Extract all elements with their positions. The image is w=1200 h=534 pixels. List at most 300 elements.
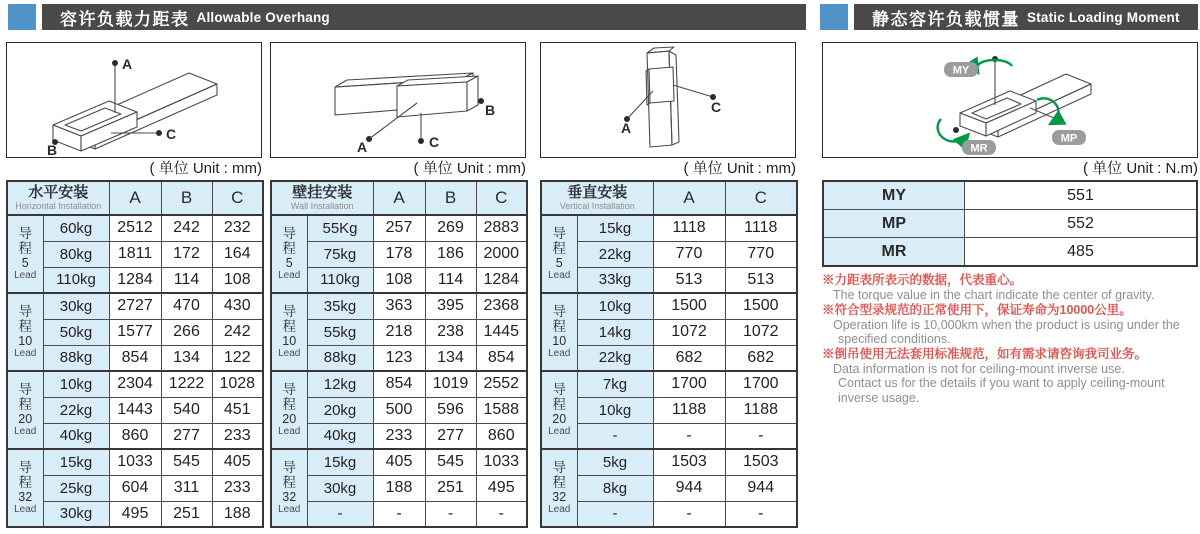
value-cell: 854	[109, 345, 161, 371]
value-cell: 277	[161, 423, 212, 449]
lead-cell	[7, 371, 43, 449]
column-header-a: A	[653, 181, 725, 215]
column-header-a: A	[109, 181, 161, 215]
value-cell: 545	[425, 449, 476, 475]
lead-char: 导	[282, 226, 296, 241]
lead-char: 程	[282, 241, 296, 256]
mr-axis-point	[953, 127, 959, 133]
unit-label-mm: ( 单位 Unit : mm)	[683, 160, 796, 177]
value-cell: -	[725, 423, 797, 449]
value-cell: 251	[161, 501, 212, 527]
horizontal-installation-table	[6, 180, 264, 528]
table-row	[271, 423, 527, 449]
lead-char: 程	[552, 475, 566, 490]
lead-number: 20	[552, 412, 567, 426]
note-en-line: specified conditions.	[838, 332, 951, 346]
table-row	[7, 501, 263, 527]
lead-cell	[7, 215, 43, 293]
value-cell: 311	[161, 475, 212, 501]
load-cell: 50kg	[43, 319, 109, 345]
table-row	[7, 397, 263, 423]
column-header-c: C	[725, 181, 797, 215]
value-cell: 277	[425, 423, 476, 449]
moment-row-mr	[823, 238, 1197, 267]
value-cell: 188	[373, 475, 425, 501]
value-cell: -	[653, 501, 725, 527]
value-cell: 682	[725, 345, 797, 371]
table-row	[541, 475, 797, 501]
value-cell: 1443	[109, 397, 161, 423]
lead-en-label: Lead	[548, 426, 571, 437]
point-a	[112, 60, 118, 66]
mr-badge-label: MR	[970, 142, 988, 155]
value-cell: 1072	[725, 319, 797, 345]
lead-char: 程	[552, 319, 566, 334]
table-row	[271, 215, 527, 241]
load-cell: 55kg	[307, 319, 373, 345]
right-title-bar	[854, 4, 1198, 30]
value-cell: 770	[653, 241, 725, 267]
load-cell: 15kg	[43, 449, 109, 475]
value-cell: 122	[212, 345, 263, 371]
moment-actuator-drawing	[823, 43, 1197, 157]
value-cell: 242	[212, 319, 263, 345]
load-cell: 22kg	[43, 397, 109, 423]
value-cell: 242	[161, 215, 212, 241]
value-cell: 495	[476, 475, 527, 501]
point-c	[156, 130, 162, 136]
load-cell: 25kg	[43, 475, 109, 501]
load-cell: 22kg	[577, 241, 653, 267]
installation-title-zh: 水平安装	[28, 184, 89, 201]
load-cell: 110kg	[307, 267, 373, 293]
moment-value: 485	[965, 238, 1198, 267]
lead-en-label: Lead	[14, 348, 37, 359]
vertical-diagram-box	[540, 42, 796, 158]
load-cell: 30kg	[43, 293, 109, 319]
table-row	[271, 371, 527, 397]
lead-char: 导	[18, 460, 32, 475]
value-cell: 405	[212, 449, 263, 475]
column-header-b: B	[161, 181, 212, 215]
table-row	[541, 397, 797, 423]
unit-label-nm: ( 单位 Unit : N.m)	[1083, 160, 1198, 177]
lead-cell	[7, 293, 43, 371]
lead-char: 程	[552, 397, 566, 412]
load-cell: -	[307, 501, 373, 527]
moment-value: 551	[965, 181, 1198, 210]
label-a: A	[357, 139, 368, 155]
value-cell: 860	[109, 423, 161, 449]
value-cell: 1284	[476, 267, 527, 293]
installation-title-en: Wall Installation	[290, 201, 354, 211]
lead-en-label: Lead	[14, 426, 37, 437]
dimension-line-c	[673, 85, 713, 97]
lead-char: 程	[18, 241, 32, 256]
value-cell: 1222	[161, 371, 212, 397]
left-title-accent-square	[8, 4, 36, 30]
lead-cell	[271, 215, 307, 293]
value-cell: 854	[373, 371, 425, 397]
lead-char: 程	[282, 319, 296, 334]
table-row	[7, 293, 263, 319]
load-cell: 80kg	[43, 241, 109, 267]
load-cell: 110kg	[43, 267, 109, 293]
installation-type-header	[541, 181, 653, 215]
lead-char: 程	[18, 397, 32, 412]
value-cell: 2552	[476, 371, 527, 397]
table-row	[7, 319, 263, 345]
load-cell: 8kg	[577, 475, 653, 501]
value-cell: 944	[725, 475, 797, 501]
static-loading-moment-panel	[822, 42, 1198, 405]
vertical-installation-column	[540, 42, 796, 528]
load-cell: 10kg	[577, 293, 653, 319]
value-cell: 1500	[725, 293, 797, 319]
lead-char: 程	[18, 319, 32, 334]
vertical-installation-table	[540, 180, 798, 528]
right-title-zh: 静态容许负载惯量	[872, 9, 1020, 29]
value-cell: 233	[212, 423, 263, 449]
note-zh: ※力距表所表示的数据，代表重心。	[822, 273, 1023, 287]
value-cell: 2000	[476, 241, 527, 267]
value-cell: 269	[425, 215, 476, 241]
table-row	[541, 319, 797, 345]
load-cell: 15kg	[307, 449, 373, 475]
value-cell: 363	[373, 293, 425, 319]
right-title-accent-square	[820, 4, 848, 30]
value-cell: -	[653, 423, 725, 449]
lead-char: 程	[282, 397, 296, 412]
lead-char: 导	[282, 382, 296, 397]
value-cell: 257	[373, 215, 425, 241]
value-cell: 1188	[653, 397, 725, 423]
right-title-en: Static Loading Moment	[1027, 9, 1180, 25]
table-row	[271, 475, 527, 501]
label-c: C	[429, 134, 440, 150]
mp-badge-label: MP	[1060, 132, 1078, 145]
load-cell: 14kg	[577, 319, 653, 345]
left-title-en: Allowable Overhang	[196, 9, 330, 25]
value-cell: 1072	[653, 319, 725, 345]
lead-number: 5	[555, 256, 563, 270]
lead-number: 5	[21, 256, 29, 270]
point-c	[418, 138, 424, 144]
value-cell: 430	[212, 293, 263, 319]
value-cell: 1577	[109, 319, 161, 345]
lead-char: 导	[18, 226, 32, 241]
table-row	[7, 449, 263, 475]
value-cell: 108	[373, 267, 425, 293]
table-row	[271, 319, 527, 345]
vertical-actuator-drawing	[541, 43, 795, 157]
note-en-line: Data information is not for ceiling-mount inverse use.	[833, 361, 1125, 376]
label-c: C	[166, 126, 177, 142]
value-cell: 134	[161, 345, 212, 371]
lead-cell	[271, 449, 307, 527]
value-cell: 251	[425, 475, 476, 501]
table-row	[541, 241, 797, 267]
lead-cell	[7, 449, 43, 527]
lead-en-label: Lead	[548, 270, 571, 281]
dimension-line-a	[369, 103, 417, 139]
label-b: B	[485, 102, 496, 118]
installation-type-header	[7, 181, 109, 215]
wall-installation-table	[270, 180, 528, 528]
table-row	[271, 241, 527, 267]
label-a: A	[122, 56, 133, 72]
table-row	[541, 267, 797, 293]
moment-diagram-box	[822, 42, 1198, 158]
label-a: A	[621, 120, 632, 136]
lead-char: 导	[282, 460, 296, 475]
value-cell: 500	[373, 397, 425, 423]
horizontal-actuator-drawing	[7, 43, 261, 157]
lead-en-label: Lead	[278, 504, 301, 515]
note-en-line: The torque value in the chart indicate the center of gravity.	[833, 288, 1155, 302]
table-row	[271, 501, 527, 527]
carriage-front-face	[397, 82, 467, 117]
value-cell: 218	[373, 319, 425, 345]
lead-char: 导	[552, 382, 566, 397]
unit-label-mm: ( 单位 Unit : mm)	[413, 160, 526, 177]
lead-char: 导	[18, 304, 32, 319]
load-cell: 55Kg	[307, 215, 373, 241]
lead-en-label: Lead	[14, 504, 37, 515]
value-cell: 1284	[109, 267, 161, 293]
wall-diagram-box	[270, 42, 526, 158]
table-header-row	[7, 181, 263, 215]
table-row	[541, 345, 797, 371]
value-cell: 1503	[653, 449, 725, 475]
value-cell: 164	[212, 241, 263, 267]
value-cell: 513	[725, 267, 797, 293]
lead-en-label: Lead	[278, 348, 301, 359]
value-cell: 860	[476, 423, 527, 449]
moment-table	[822, 180, 1198, 267]
lead-cell	[541, 293, 577, 371]
value-cell: 495	[109, 501, 161, 527]
value-cell: -	[373, 501, 425, 527]
note-zh: ※倒吊使用无法套用标准规范，如有需求请咨询我司业务。	[822, 346, 1148, 361]
column-header-a: A	[373, 181, 425, 215]
table-row	[7, 475, 263, 501]
lead-cell	[271, 371, 307, 449]
value-cell: -	[476, 501, 527, 527]
lead-char: 导	[18, 382, 32, 397]
value-cell: -	[725, 501, 797, 527]
value-cell: 108	[212, 267, 263, 293]
load-cell: 5kg	[577, 449, 653, 475]
value-cell: 1503	[725, 449, 797, 475]
moment-label: MY	[823, 181, 965, 210]
value-cell: 513	[653, 267, 725, 293]
point-b	[478, 98, 484, 104]
value-cell: 854	[476, 345, 527, 371]
table-row	[7, 345, 263, 371]
value-cell: 2304	[109, 371, 161, 397]
value-cell: 451	[212, 397, 263, 423]
load-cell: 35kg	[307, 293, 373, 319]
value-cell: 596	[425, 397, 476, 423]
table-row	[271, 293, 527, 319]
table-row	[541, 371, 797, 397]
value-cell: 1118	[725, 215, 797, 241]
lead-char: 导	[552, 460, 566, 475]
value-cell: 233	[373, 423, 425, 449]
lead-cell	[541, 449, 577, 527]
load-cell: 20kg	[307, 397, 373, 423]
value-cell: 395	[425, 293, 476, 319]
lead-char: 导	[282, 304, 296, 319]
lead-number: 10	[282, 334, 297, 348]
value-cell: 238	[425, 319, 476, 345]
lead-en-label: Lead	[278, 270, 301, 281]
load-cell: 33kg	[577, 267, 653, 293]
footnotes	[822, 273, 1198, 405]
value-cell: 944	[653, 475, 725, 501]
value-cell: 1033	[109, 449, 161, 475]
table-row	[7, 215, 263, 241]
note-en-line: Contact us for the details if you want to apply ceiling-mount	[838, 376, 1165, 390]
table-row	[541, 423, 797, 449]
lead-char: 程	[552, 241, 566, 256]
value-cell: 545	[161, 449, 212, 475]
moment-value: 552	[965, 210, 1198, 238]
label-b: B	[47, 142, 58, 157]
load-cell: -	[577, 423, 653, 449]
load-cell: 88kg	[307, 345, 373, 371]
carriage-right-face	[467, 76, 478, 111]
load-cell: 88kg	[43, 345, 109, 371]
note-zh: ※符合型录规范的正常使用下，保证寿命为10000公里。	[822, 302, 1132, 317]
value-cell: 1028	[212, 371, 263, 397]
value-cell: 1118	[653, 215, 725, 241]
value-cell: 186	[425, 241, 476, 267]
lead-cell	[541, 215, 577, 293]
table-row	[541, 293, 797, 319]
column-header-b: B	[425, 181, 476, 215]
table-row	[541, 501, 797, 527]
lead-char: 程	[282, 475, 296, 490]
left-title-zh: 容许负载力距表	[60, 9, 190, 29]
carriage-front-face	[649, 67, 674, 103]
value-cell: 1700	[653, 371, 725, 397]
column-header-c: C	[476, 181, 527, 215]
value-cell: 1500	[653, 293, 725, 319]
value-cell: 682	[653, 345, 725, 371]
wall-actuator-drawing	[271, 43, 525, 157]
table-row	[541, 215, 797, 241]
lead-number: 5	[285, 256, 293, 270]
value-cell: 178	[373, 241, 425, 267]
value-cell: 1033	[476, 449, 527, 475]
lead-char: 导	[552, 304, 566, 319]
lead-number: 32	[18, 490, 33, 504]
lead-en-label: Lead	[548, 348, 571, 359]
load-cell: 30kg	[43, 501, 109, 527]
table-row	[271, 449, 527, 475]
table-row	[7, 371, 263, 397]
table-header-row	[541, 181, 797, 215]
installation-title-en: Vertical Installation	[559, 201, 635, 211]
note-en-line: Operation life is 10,000km when the product is using under the	[833, 317, 1180, 332]
table-row	[7, 267, 263, 293]
load-cell: 22kg	[577, 345, 653, 371]
load-cell: 10kg	[577, 397, 653, 423]
value-cell: 114	[425, 267, 476, 293]
value-cell: 233	[212, 475, 263, 501]
load-cell: 10kg	[43, 371, 109, 397]
value-cell: 1700	[725, 371, 797, 397]
horizontal-diagram-box	[6, 42, 262, 158]
value-cell: 2368	[476, 293, 527, 319]
value-cell: 114	[161, 267, 212, 293]
lead-char: 程	[18, 475, 32, 490]
left-title-bar	[42, 4, 806, 30]
value-cell: 123	[373, 345, 425, 371]
value-cell: 172	[161, 241, 212, 267]
value-cell: 2727	[109, 293, 161, 319]
value-cell: 1188	[725, 397, 797, 423]
value-cell: 405	[373, 449, 425, 475]
load-cell: 40kg	[43, 423, 109, 449]
load-cell: 7kg	[577, 371, 653, 397]
value-cell: -	[425, 501, 476, 527]
table-row	[271, 345, 527, 371]
value-cell: 2512	[109, 215, 161, 241]
lead-en-label: Lead	[278, 426, 301, 437]
value-cell: 1811	[109, 241, 161, 267]
installation-title-en: Horizontal Installation	[15, 201, 102, 211]
value-cell: 134	[425, 345, 476, 371]
horizontal-installation-column	[6, 42, 262, 528]
table-row	[7, 423, 263, 449]
value-cell: 470	[161, 293, 212, 319]
table-header-row	[271, 181, 527, 215]
installation-title-zh: 壁挂安装	[292, 184, 353, 201]
lead-char: 导	[552, 226, 566, 241]
lead-number: 10	[552, 334, 567, 348]
value-cell: 2883	[476, 215, 527, 241]
load-cell: -	[577, 501, 653, 527]
load-cell: 15kg	[577, 215, 653, 241]
lead-number: 32	[282, 490, 297, 504]
lead-number: 32	[552, 490, 567, 504]
table-row	[271, 267, 527, 293]
value-cell: 1019	[425, 371, 476, 397]
table-row	[271, 397, 527, 423]
installation-title-zh: 垂直安装	[567, 184, 628, 201]
load-cell: 60kg	[43, 215, 109, 241]
load-cell: 12kg	[307, 371, 373, 397]
value-cell: 1445	[476, 319, 527, 345]
value-cell: 540	[161, 397, 212, 423]
moment-label: MR	[823, 238, 965, 267]
value-cell: 232	[212, 215, 263, 241]
lead-en-label: Lead	[548, 504, 571, 515]
note-en-line: inverse usage.	[838, 390, 920, 405]
moment-row-mp	[823, 210, 1197, 238]
value-cell: 1588	[476, 397, 527, 423]
wall-installation-column	[270, 42, 526, 528]
value-cell: 188	[212, 501, 263, 527]
value-cell: 604	[109, 475, 161, 501]
installation-type-header	[271, 181, 373, 215]
value-cell: 770	[725, 241, 797, 267]
value-cell: 266	[161, 319, 212, 345]
my-badge-label: MY	[952, 64, 970, 77]
